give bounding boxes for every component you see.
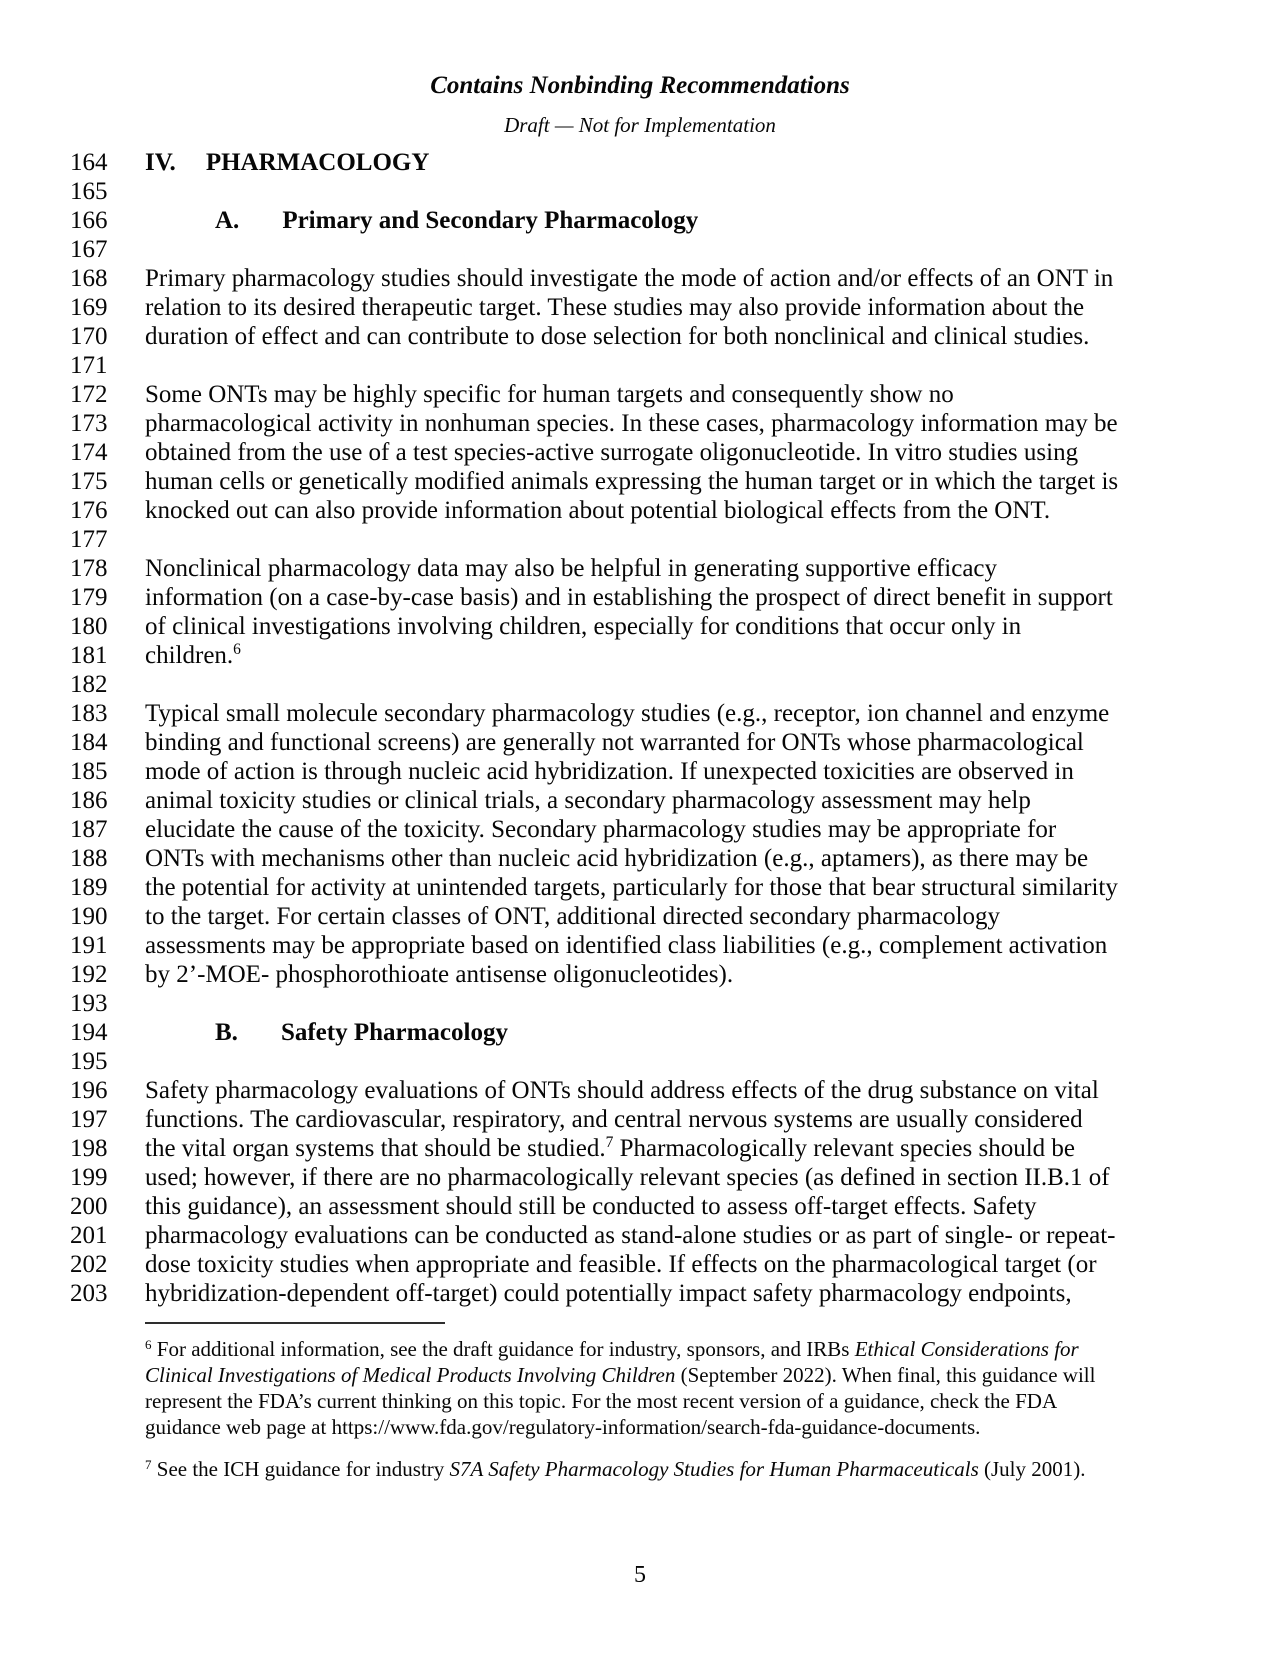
tab-space [238, 1039, 281, 1040]
line-number: 198 [70, 1135, 108, 1162]
line-number: 195 [70, 1048, 108, 1075]
document-line [0, 496, 1280, 525]
footnote-6 [145, 1336, 1095, 1440]
document-body [0, 148, 1280, 1308]
line-number: 190 [70, 903, 108, 930]
line-text: human cells or genetically modified animals expressing the human target or in which the target is [145, 468, 1119, 495]
line-number: 174 [70, 439, 108, 466]
line-number: 185 [70, 758, 108, 785]
line-number: 173 [70, 410, 108, 437]
page-number: 5 [634, 1562, 646, 1588]
line-number: 171 [70, 352, 108, 379]
document-line [0, 989, 1280, 1018]
document-line [0, 931, 1280, 960]
document-line [0, 1105, 1280, 1134]
line-number: 180 [70, 613, 108, 640]
document-line [0, 873, 1280, 902]
document-line [0, 612, 1280, 641]
line-text: duration of effect and can contribute to dose selection for both nonclinical and clinical studies. [145, 323, 1090, 350]
line-number: 170 [70, 323, 108, 350]
document-line [0, 1192, 1280, 1221]
line-text: Typical small molecule secondary pharmacology studies (e.g., receptor, ion channel and enzyme [145, 700, 1110, 727]
tab-space [145, 1039, 215, 1040]
document-line [0, 409, 1280, 438]
document-line [0, 583, 1280, 612]
line-text: binding and functional screens) are generally not warranted for ONTs whose pharmacological [145, 729, 1084, 756]
document-line [0, 728, 1280, 757]
line-number: 178 [70, 555, 108, 582]
line-number: 166 [70, 207, 108, 234]
document-line [0, 322, 1280, 351]
line-text: functions. The cardiovascular, respiratory, and central nervous systems are usually considered [145, 1106, 1083, 1133]
line-text: used; however, if there are no pharmacologically relevant species (as defined in section II.B.1 of [145, 1164, 1110, 1191]
line-text: A. Primary and Secondary Pharmacology [145, 206, 698, 235]
document-line [0, 815, 1280, 844]
tab-space [239, 227, 282, 228]
line-number: 168 [70, 265, 108, 292]
line-number: 172 [70, 381, 108, 408]
line-text: Primary pharmacology studies should investigate the mode of action and/or effects of an ONT in [145, 265, 1114, 292]
document-line [0, 1018, 1280, 1047]
line-text: pharmacological activity in nonhuman species. In these cases, pharmacology information may be [145, 410, 1118, 437]
line-number: 164 [70, 149, 108, 176]
line-text: animal toxicity studies or clinical trials, a secondary pharmacology assessment may help [145, 787, 1031, 814]
document-line [0, 960, 1280, 989]
document-line [0, 1250, 1280, 1279]
line-text: B. Safety Pharmacology [145, 1018, 508, 1047]
line-text: of clinical investigations involving children, especially for conditions that occur only in [145, 613, 1022, 640]
footnote-line: Clinical Investigations of Medical Products Involving Children (September 2022). When final, this guidance will [145, 1363, 1096, 1387]
line-number: 189 [70, 874, 108, 901]
line-text: elucidate the cause of the toxicity. Secondary pharmacology studies may be appropriate for [145, 816, 1057, 843]
line-text: knocked out can also provide information about potential biological effects from the ONT. [145, 497, 1051, 524]
document-line [0, 351, 1280, 380]
document-line [0, 902, 1280, 931]
line-number: 169 [70, 294, 108, 321]
document-line [0, 699, 1280, 728]
tab-space [176, 169, 206, 170]
line-text: dose toxicity studies when appropriate and feasible. If effects on the pharmacological target (or [145, 1251, 1097, 1278]
footnote-line: represent the FDA’s current thinking on this topic. For the most recent version of a guidance, check the FDA [145, 1389, 1058, 1413]
line-number: 175 [70, 468, 108, 495]
line-number: 186 [70, 787, 108, 814]
line-text: information (on a case-by-case basis) and in establishing the prospect of direct benefit in support [145, 584, 1113, 611]
document-line [0, 786, 1280, 815]
footnote-7: $^7$ See the ICH guidance for industry S7A Safety Pharmacology Studies for Human Pharmaceuticals (July 2001). [145, 1456, 1086, 1481]
document-line [0, 554, 1280, 583]
line-text: to the target. For certain classes of ONT, additional directed secondary pharmacology [145, 903, 1001, 930]
line-text: Some ONTs may be highly specific for human targets and consequently show no [145, 381, 954, 408]
line-number: 167 [70, 236, 108, 263]
line-number: 197 [70, 1106, 108, 1133]
document-line [0, 757, 1280, 786]
footnote-separator [145, 1322, 445, 1324]
document-line [0, 1076, 1280, 1105]
line-number: 191 [70, 932, 108, 959]
line-number: 196 [70, 1077, 108, 1104]
line-number: 202 [70, 1251, 108, 1278]
line-number: 201 [70, 1222, 108, 1249]
line-number: 194 [70, 1019, 108, 1046]
line-text: hybridization-dependent off-target) could potentially impact safety pharmacology endpoints, [145, 1280, 1072, 1307]
footnote-reference: 7 [145, 1456, 152, 1472]
footnote-reference: 7 [605, 1134, 614, 1152]
line-text: obtained from the use of a test species-active surrogate oligonucleotide. In vitro studies using [145, 439, 1079, 466]
document-line [0, 1221, 1280, 1250]
document-line [0, 206, 1280, 235]
line-number: 176 [70, 497, 108, 524]
line-number: 200 [70, 1193, 108, 1220]
line-text: relation to its desired therapeutic target. These studies may also provide information about the [145, 294, 1085, 321]
line-number: 179 [70, 584, 108, 611]
document-line [0, 1163, 1280, 1192]
line-text: the vital organ systems that should be studied.$^7$ Pharmacologically relevant species should be [145, 1134, 1076, 1162]
footnote-line: guidance web page at https://www.fda.gov/regulatory-information/search-fda-guidance-documents. [145, 1415, 981, 1439]
line-number: 203 [70, 1280, 108, 1307]
document-line [0, 438, 1280, 467]
line-text: this guidance), an assessment should still be conducted to assess off-target effects. Safety [145, 1193, 1037, 1220]
line-number: 182 [70, 671, 108, 698]
footnote-reference: 6 [233, 641, 241, 659]
line-number: 165 [70, 178, 108, 205]
line-number: 193 [70, 990, 108, 1017]
document-line [0, 293, 1280, 322]
line-text: the potential for activity at unintended targets, particularly for those that bear structural similarity [145, 874, 1118, 901]
line-number: 177 [70, 526, 108, 553]
line-text: assessments may be appropriate based on identified class liabilities (e.g., complement activation [145, 932, 1108, 959]
document-line [0, 1279, 1280, 1308]
header-nonbinding-recommendations: Contains Nonbinding Recommendations [430, 72, 850, 99]
line-number: 183 [70, 700, 108, 727]
document-line [0, 235, 1280, 264]
document-line [0, 148, 1280, 177]
document-line [0, 177, 1280, 206]
line-text: pharmacology evaluations can be conducted as stand-alone studies or as part of single- or repeat- [145, 1222, 1116, 1249]
line-number: 188 [70, 845, 108, 872]
document-line [0, 467, 1280, 496]
line-text: Nonclinical pharmacology data may also be helpful in generating supportive efficacy [145, 555, 998, 582]
line-number: 181 [70, 642, 108, 669]
line-text: mode of action is through nucleic acid hybridization. If unexpected toxicities are observed in [145, 758, 1074, 785]
footnote-line: $^6$ For additional information, see the draft guidance for industry, sponsors, and IRBs Ethical Considerations for [145, 1336, 1079, 1361]
header-draft-notice: Draft — Not for Implementation [504, 113, 776, 137]
line-text: children.$^6$ [145, 641, 241, 669]
line-text: ONTs with mechanisms other than nucleic acid hybridization (e.g., aptamers), as there may be [145, 845, 1089, 872]
tab-space [145, 227, 215, 228]
document-line [0, 380, 1280, 409]
line-number: 199 [70, 1164, 108, 1191]
line-number: 192 [70, 961, 108, 988]
footnote-reference: 6 [145, 1336, 152, 1352]
line-text: by 2’-MOE- phosphorothioate antisense oligonucleotides). [145, 961, 734, 988]
document-line [0, 1047, 1280, 1076]
document-line [0, 844, 1280, 873]
document-line [0, 1134, 1280, 1163]
document-line [0, 525, 1280, 554]
line-number: 187 [70, 816, 108, 843]
document-line [0, 670, 1280, 699]
line-text: Safety pharmacology evaluations of ONTs should address effects of the drug substance on vital [145, 1077, 1099, 1104]
document-line [0, 264, 1280, 293]
document-line [0, 641, 1280, 670]
line-text: IV. PHARMACOLOGY [145, 149, 430, 176]
line-number: 184 [70, 729, 108, 756]
